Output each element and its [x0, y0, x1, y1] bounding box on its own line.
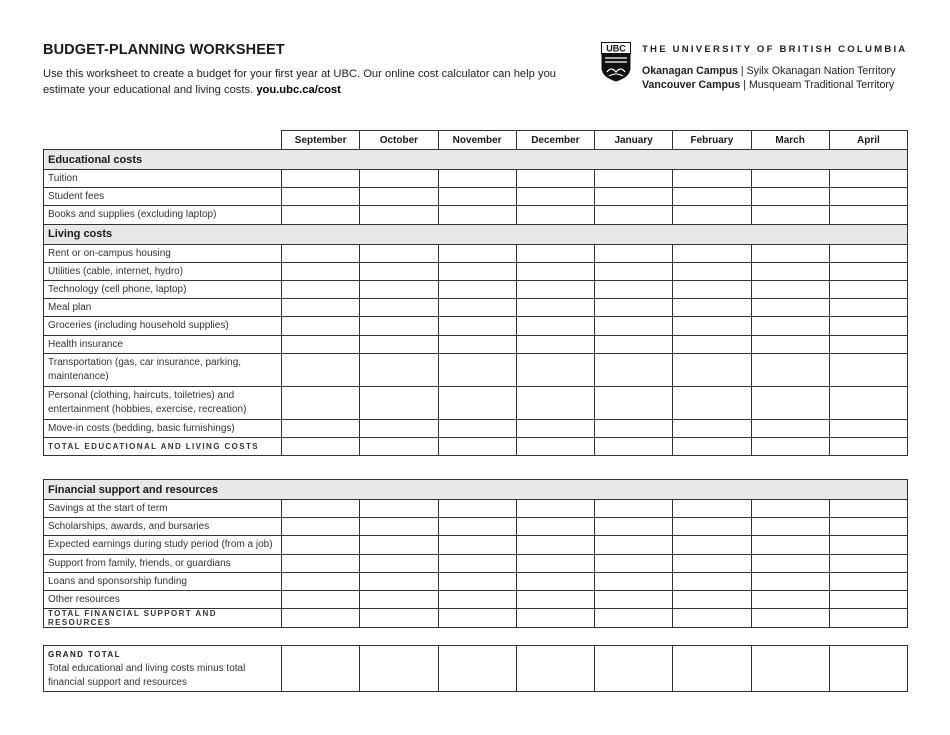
vancouver-campus-line: Vancouver Campus | Musqueam Traditional Territory — [642, 79, 895, 91]
row-label: Utilities (cable, internet, hydro) — [44, 262, 282, 280]
amount-cell[interactable] — [438, 335, 516, 353]
amount-cell[interactable] — [673, 386, 751, 419]
amount-cell[interactable] — [516, 554, 594, 572]
amount-cell[interactable] — [438, 518, 516, 536]
amount-cell[interactable] — [751, 554, 829, 572]
amount-cell[interactable] — [829, 646, 907, 692]
amount-cell[interactable] — [438, 419, 516, 437]
amount-cell[interactable] — [595, 280, 673, 298]
amount-cell[interactable] — [282, 244, 360, 262]
amount-cell[interactable] — [282, 299, 360, 317]
amount-cell[interactable] — [282, 335, 360, 353]
amount-cell[interactable] — [282, 590, 360, 608]
row-label: Books and supplies (excluding laptop) — [44, 206, 282, 224]
cost-calculator-link[interactable]: you.ubc.ca/cost — [256, 84, 341, 96]
amount-cell[interactable] — [516, 335, 594, 353]
amount-cell[interactable] — [516, 572, 594, 590]
amount-cell[interactable] — [516, 299, 594, 317]
amount-cell[interactable] — [516, 317, 594, 335]
amount-cell[interactable] — [282, 554, 360, 572]
row-label: Other resources — [44, 590, 282, 608]
table-row — [44, 572, 908, 590]
month-header: March — [751, 131, 829, 150]
amount-cell[interactable] — [438, 500, 516, 518]
amount-cell[interactable] — [829, 280, 907, 298]
amount-cell[interactable] — [282, 518, 360, 536]
amount-cell[interactable] — [438, 280, 516, 298]
table-row — [44, 170, 908, 188]
table-row — [44, 244, 908, 262]
amount-cell[interactable] — [516, 500, 594, 518]
amount-cell[interactable] — [595, 262, 673, 280]
amount-cell[interactable] — [360, 335, 438, 353]
section-heading: Living costs — [44, 224, 908, 244]
table-row — [44, 590, 908, 608]
total-support-row — [44, 609, 908, 628]
table-row — [44, 188, 908, 206]
amount-cell[interactable] — [438, 590, 516, 608]
amount-cell[interactable] — [438, 386, 516, 419]
amount-cell[interactable] — [360, 437, 438, 455]
row-label: Rent or on-campus housing — [44, 244, 282, 262]
amount-cell[interactable] — [282, 437, 360, 455]
amount-cell[interactable] — [360, 536, 438, 554]
amount-cell[interactable] — [829, 244, 907, 262]
month-header: April — [829, 131, 907, 150]
amount-cell[interactable] — [829, 572, 907, 590]
amount-cell[interactable] — [282, 419, 360, 437]
amount-cell[interactable] — [360, 386, 438, 419]
row-label: Student fees — [44, 188, 282, 206]
amount-cell[interactable] — [516, 170, 594, 188]
amount-cell[interactable] — [516, 437, 594, 455]
amount-cell[interactable] — [829, 554, 907, 572]
month-header-row — [44, 131, 908, 150]
row-label: Scholarships, awards, and bursaries — [44, 518, 282, 536]
amount-cell[interactable] — [360, 170, 438, 188]
okanagan-campus-line: Okanagan Campus | Syilx Okanagan Nation Territory — [642, 65, 896, 77]
amount-cell[interactable] — [595, 188, 673, 206]
amount-cell[interactable] — [751, 536, 829, 554]
row-label: Groceries (including household supplies) — [44, 317, 282, 335]
amount-cell[interactable] — [751, 646, 829, 692]
university-name: THE UNIVERSITY OF BRITISH COLUMBIA — [642, 44, 908, 55]
grand-total-title: GRAND TOTAL — [48, 649, 121, 659]
amount-cell[interactable] — [438, 206, 516, 224]
amount-cell[interactable] — [673, 188, 751, 206]
amount-cell[interactable] — [595, 386, 673, 419]
amount-cell[interactable] — [360, 554, 438, 572]
table-row — [44, 317, 908, 335]
amount-cell[interactable] — [751, 419, 829, 437]
okanagan-campus-name: Okanagan Campus — [642, 65, 738, 77]
intro-text — [43, 66, 563, 98]
amount-cell[interactable] — [282, 609, 360, 628]
amount-cell[interactable] — [751, 500, 829, 518]
amount-cell[interactable] — [829, 170, 907, 188]
table-row — [44, 206, 908, 224]
amount-cell[interactable] — [829, 353, 907, 386]
amount-cell[interactable] — [751, 170, 829, 188]
amount-cell[interactable] — [829, 437, 907, 455]
amount-cell[interactable] — [673, 609, 751, 628]
amount-cell[interactable] — [829, 206, 907, 224]
row-label: Tuition — [44, 170, 282, 188]
amount-cell[interactable] — [595, 244, 673, 262]
row-label: Savings at the start of term — [44, 500, 282, 518]
amount-cell[interactable] — [438, 353, 516, 386]
month-header: February — [673, 131, 751, 150]
amount-cell[interactable] — [595, 572, 673, 590]
row-label: Transportation (gas, car insurance, parking, maintenance) — [44, 353, 282, 386]
amount-cell[interactable] — [751, 335, 829, 353]
amount-cell[interactable] — [282, 188, 360, 206]
total-costs-row — [44, 437, 908, 455]
amount-cell[interactable] — [282, 386, 360, 419]
amount-cell[interactable] — [673, 262, 751, 280]
amount-cell[interactable] — [516, 188, 594, 206]
table-row — [44, 500, 908, 518]
amount-cell[interactable] — [595, 299, 673, 317]
amount-cell[interactable] — [751, 386, 829, 419]
amount-cell[interactable] — [673, 590, 751, 608]
row-label: Expected earnings during study period (from a job) — [44, 536, 282, 554]
financial-support-table — [43, 479, 908, 628]
vancouver-territory: Musqueam Traditional Territory — [748, 79, 895, 91]
table-row — [44, 262, 908, 280]
grand-total-row — [44, 646, 908, 692]
row-label: Meal plan — [44, 299, 282, 317]
amount-cell[interactable] — [438, 572, 516, 590]
month-header: December — [516, 131, 594, 150]
section-heading: Educational costs — [44, 150, 908, 170]
amount-cell[interactable] — [438, 170, 516, 188]
amount-cell[interactable] — [360, 572, 438, 590]
amount-cell[interactable] — [282, 262, 360, 280]
amount-cell[interactable] — [673, 299, 751, 317]
amount-cell[interactable] — [360, 244, 438, 262]
amount-cell[interactable] — [673, 280, 751, 298]
amount-cell[interactable] — [595, 590, 673, 608]
table-row — [44, 353, 908, 386]
amount-cell[interactable] — [282, 572, 360, 590]
amount-cell[interactable] — [595, 554, 673, 572]
row-label: Move-in costs (bedding, basic furnishings) — [44, 419, 282, 437]
amount-cell[interactable] — [282, 353, 360, 386]
amount-cell[interactable] — [438, 262, 516, 280]
table-row — [44, 280, 908, 298]
month-header: January — [595, 131, 673, 150]
amount-cell[interactable] — [438, 244, 516, 262]
amount-cell[interactable] — [673, 244, 751, 262]
amount-cell[interactable] — [829, 386, 907, 419]
amount-cell[interactable] — [673, 206, 751, 224]
row-label: Health insurance — [44, 335, 282, 353]
section-heading: Financial support and resources — [44, 480, 908, 500]
amount-cell[interactable] — [751, 317, 829, 335]
amount-cell[interactable] — [360, 646, 438, 692]
amount-cell[interactable] — [751, 244, 829, 262]
month-header: September — [282, 131, 360, 150]
amount-cell[interactable] — [595, 536, 673, 554]
amount-cell[interactable] — [751, 280, 829, 298]
amount-cell[interactable] — [438, 609, 516, 628]
amount-cell[interactable] — [673, 554, 751, 572]
amount-cell[interactable] — [516, 536, 594, 554]
amount-cell[interactable] — [595, 353, 673, 386]
amount-cell[interactable] — [516, 206, 594, 224]
amount-cell[interactable] — [595, 206, 673, 224]
amount-cell[interactable] — [673, 335, 751, 353]
amount-cell[interactable] — [282, 500, 360, 518]
amount-cell[interactable] — [360, 188, 438, 206]
amount-cell[interactable] — [673, 317, 751, 335]
amount-cell[interactable] — [516, 646, 594, 692]
amount-cell[interactable] — [751, 262, 829, 280]
financial-support-heading-row — [44, 480, 908, 500]
amount-cell[interactable] — [829, 299, 907, 317]
grand-total-description: Total educational and living costs minus total financial support and resources — [48, 662, 246, 688]
amount-cell[interactable] — [829, 317, 907, 335]
intro-body: Use this worksheet to create a budget for your first year at UBC. Our online cost calculator can help you estimate your educational and living costs. — [43, 68, 557, 96]
amount-cell[interactable] — [829, 335, 907, 353]
amount-cell[interactable] — [751, 518, 829, 536]
amount-cell[interactable] — [595, 500, 673, 518]
amount-cell[interactable] — [360, 317, 438, 335]
amount-cell[interactable] — [595, 170, 673, 188]
amount-cell[interactable] — [438, 188, 516, 206]
amount-cell[interactable] — [595, 317, 673, 335]
amount-cell[interactable] — [751, 609, 829, 628]
table-row — [44, 419, 908, 437]
month-header: November — [438, 131, 516, 150]
amount-cell[interactable] — [673, 572, 751, 590]
amount-cell[interactable] — [516, 518, 594, 536]
total-label: TOTAL FINANCIAL SUPPORT AND RESOURCES — [44, 609, 282, 628]
amount-cell[interactable] — [673, 500, 751, 518]
amount-cell[interactable] — [360, 353, 438, 386]
amount-cell[interactable] — [516, 244, 594, 262]
row-label: Support from family, friends, or guardians — [44, 554, 282, 572]
table-row — [44, 554, 908, 572]
amount-cell[interactable] — [751, 353, 829, 386]
amount-cell[interactable] — [829, 536, 907, 554]
amount-cell[interactable] — [751, 572, 829, 590]
amount-cell[interactable] — [829, 262, 907, 280]
total-label: TOTAL EDUCATIONAL AND LIVING COSTS — [44, 437, 282, 455]
amount-cell[interactable] — [438, 554, 516, 572]
costs-table — [43, 130, 908, 456]
educational-costs-heading-row — [44, 150, 908, 170]
amount-cell[interactable] — [282, 206, 360, 224]
amount-cell[interactable] — [516, 609, 594, 628]
amount-cell[interactable] — [673, 353, 751, 386]
okanagan-territory: Syilx Okanagan Nation Territory — [746, 65, 896, 77]
amount-cell[interactable] — [360, 609, 438, 628]
amount-cell[interactable] — [595, 609, 673, 628]
amount-cell[interactable] — [282, 646, 360, 692]
row-label: Loans and sponsorship funding — [44, 572, 282, 590]
amount-cell[interactable] — [438, 536, 516, 554]
amount-cell[interactable] — [751, 590, 829, 608]
amount-cell[interactable] — [673, 170, 751, 188]
amount-cell[interactable] — [516, 280, 594, 298]
row-label: Technology (cell phone, laptop) — [44, 280, 282, 298]
amount-cell[interactable] — [516, 262, 594, 280]
amount-cell[interactable] — [282, 170, 360, 188]
amount-cell[interactable] — [673, 437, 751, 455]
amount-cell[interactable] — [516, 386, 594, 419]
amount-cell[interactable] — [829, 590, 907, 608]
row-label: Personal (clothing, haircuts, toiletries) and entertainment (hobbies, exercise, recreation) — [44, 386, 282, 419]
amount-cell[interactable] — [673, 518, 751, 536]
amount-cell[interactable] — [829, 500, 907, 518]
amount-cell[interactable] — [751, 188, 829, 206]
amount-cell[interactable] — [673, 646, 751, 692]
amount-cell[interactable] — [516, 419, 594, 437]
amount-cell[interactable] — [829, 188, 907, 206]
grand-total-table — [43, 645, 908, 692]
table-row — [44, 386, 908, 419]
amount-cell[interactable] — [595, 518, 673, 536]
amount-cell[interactable] — [360, 590, 438, 608]
table-row — [44, 518, 908, 536]
table-row — [44, 335, 908, 353]
amount-cell[interactable] — [360, 518, 438, 536]
month-header: October — [360, 131, 438, 150]
amount-cell[interactable] — [360, 500, 438, 518]
amount-cell[interactable] — [751, 206, 829, 224]
ubc-logo-text: UBC — [606, 43, 626, 54]
amount-cell[interactable] — [282, 280, 360, 298]
amount-cell[interactable] — [751, 437, 829, 455]
amount-cell[interactable] — [829, 518, 907, 536]
amount-cell[interactable] — [438, 437, 516, 455]
vancouver-campus-name: Vancouver Campus — [642, 79, 741, 91]
amount-cell[interactable] — [360, 280, 438, 298]
amount-cell[interactable] — [595, 419, 673, 437]
amount-cell[interactable] — [673, 419, 751, 437]
amount-cell[interactable] — [282, 317, 360, 335]
amount-cell[interactable] — [751, 299, 829, 317]
amount-cell[interactable] — [595, 437, 673, 455]
living-costs-heading-row — [44, 224, 908, 244]
amount-cell[interactable] — [282, 536, 360, 554]
amount-cell[interactable] — [360, 206, 438, 224]
amount-cell[interactable] — [673, 536, 751, 554]
table-row — [44, 536, 908, 554]
amount-cell[interactable] — [360, 419, 438, 437]
amount-cell[interactable] — [438, 317, 516, 335]
amount-cell[interactable] — [438, 299, 516, 317]
ubc-crest-logo — [601, 42, 631, 82]
amount-cell[interactable] — [438, 646, 516, 692]
amount-cell[interactable] — [829, 609, 907, 628]
amount-cell[interactable] — [516, 353, 594, 386]
amount-cell[interactable] — [595, 646, 673, 692]
amount-cell[interactable] — [516, 590, 594, 608]
amount-cell[interactable] — [360, 262, 438, 280]
amount-cell[interactable] — [360, 299, 438, 317]
amount-cell[interactable] — [595, 335, 673, 353]
amount-cell[interactable] — [829, 419, 907, 437]
page-title: BUDGET-PLANNING WORKSHEET — [43, 42, 285, 58]
table-row — [44, 299, 908, 317]
grand-total-label — [44, 646, 282, 692]
